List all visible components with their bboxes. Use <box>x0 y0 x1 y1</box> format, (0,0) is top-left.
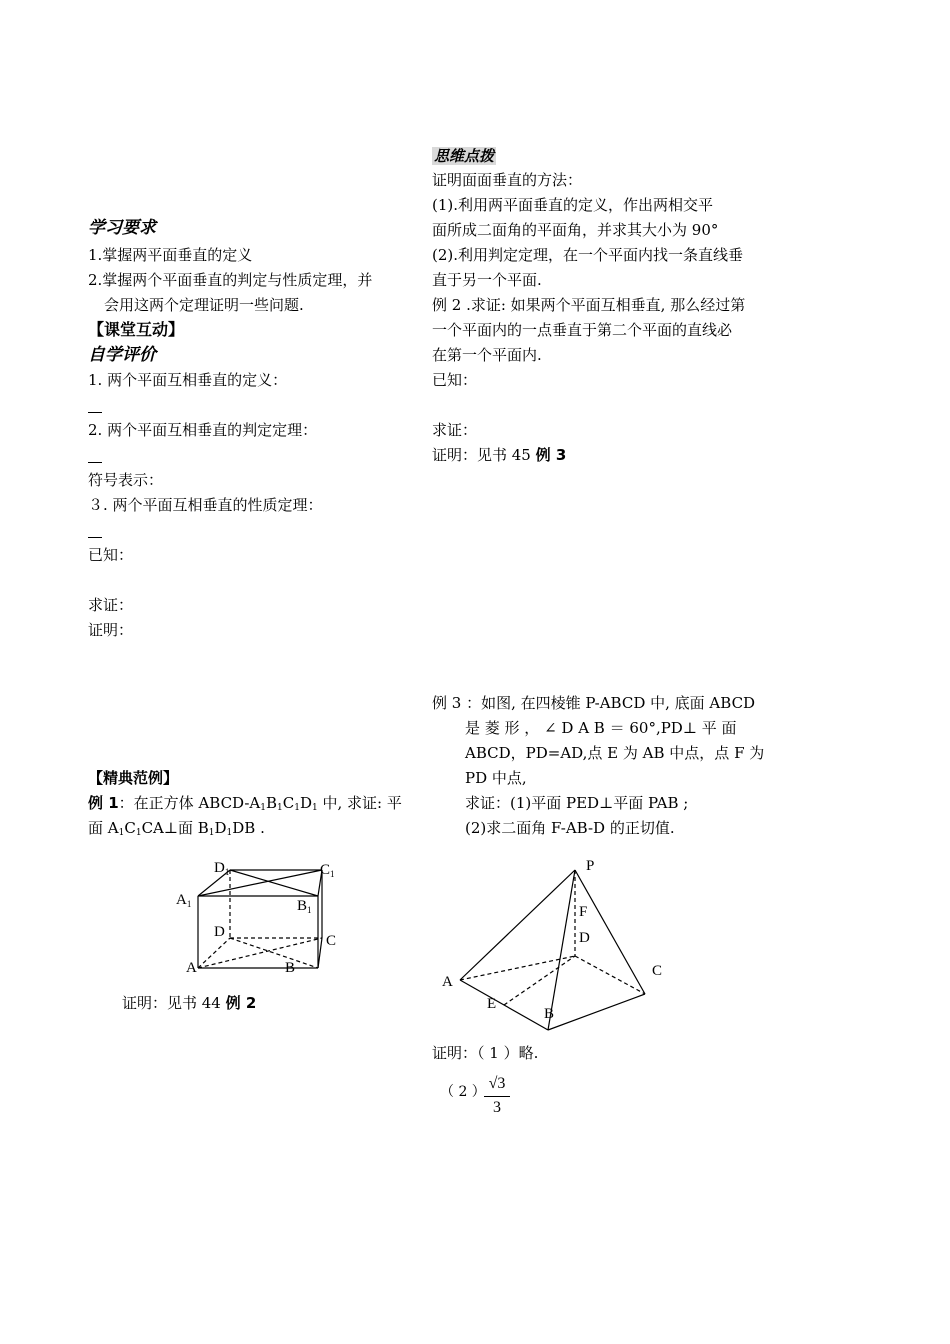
diag-bd-hidden <box>230 938 318 968</box>
example-2-line3: 在第一个平面内. <box>432 346 542 364</box>
example-2-known: 已知： <box>432 371 478 389</box>
example-2-proof-text: 证明：见书 45 <box>432 446 536 464</box>
study-requirements-title: 学习要求 <box>88 218 156 238</box>
label-D1: $D_1$ <box>214 860 230 877</box>
method-title: 证明面面垂直的方法： <box>432 171 583 189</box>
method-2-line2: 直于另一个平面. <box>432 271 542 289</box>
prove-label: 求证： <box>88 596 134 614</box>
example-3-line2: 是 菱 形 ， ∠ D A B ＝ 60°,PD⊥ 平 面 <box>465 719 737 737</box>
label-B: B <box>544 1006 555 1022</box>
example-3-line1: 例 3 ：如图, 在四棱锥 P-ABCD 中, 底面 ABCD <box>432 694 756 712</box>
requirement-2-line1: 2.掌握两个平面垂直的判定与性质定理，并 <box>88 271 373 289</box>
label-B: B <box>285 960 296 976</box>
example-3-answer-1: 证明：（ 1 ）略. <box>432 1044 539 1062</box>
method-1-line2: 面所成二面角的平面角，并求其大小为 90° <box>432 221 719 239</box>
example-2-proof <box>432 445 566 465</box>
symbol-notation: 符号表示： <box>88 471 164 489</box>
label-C: C <box>326 933 337 949</box>
self-evaluation-title: 自学评价 <box>88 345 156 365</box>
example-1-text: ：在正方体 ABCD-A <box>118 794 261 812</box>
example-3-answer-2-prefix: （ 2 ） <box>440 1084 486 1100</box>
example-1-label: 例 1 <box>88 794 119 812</box>
label-E: E <box>487 996 497 1012</box>
example-3-line3: ABCD，PD=AD,点 E 为 AB 中点，点 F 为 <box>465 744 765 762</box>
classroom-interaction-title: 【课堂互动】 <box>88 320 185 339</box>
requirement-1: 1.掌握两平面垂直的定义 <box>88 246 253 264</box>
label-A: A <box>186 960 197 976</box>
edge-bc <box>318 938 322 968</box>
answer-fraction <box>480 1074 514 1119</box>
known-label: 已知： <box>88 546 134 564</box>
example-1-proof <box>122 993 256 1013</box>
requirement-2-line2: 会用这两个定理证明一些问题. <box>104 296 304 314</box>
blank-line-2 <box>88 448 102 468</box>
question-3: ３. 两个平面互相垂直的性质定理： <box>88 496 323 514</box>
blank-line-3 <box>88 523 102 543</box>
example-3-line5: 求证：(1)平面 PED⊥平面 PAB ; <box>465 794 689 812</box>
example-2-prove: 求证： <box>432 421 478 439</box>
example-1-proof-text: 证明：见书 44 <box>122 994 226 1012</box>
label-A1: $A_1$ <box>176 892 192 909</box>
example-1-line1: 例 1：在正方体 ABCD-$A_1B_1C_1D_1$ 中, 求证: 平 <box>88 794 402 813</box>
question-2: 2. 两个平面互相垂直的判定定理： <box>88 421 318 439</box>
example-1-proof-ref: 例 2 <box>225 994 257 1012</box>
edge-bc <box>548 994 645 1030</box>
label-A: A <box>442 974 453 990</box>
edge-ad-hidden <box>198 938 230 968</box>
example-2-line1: 例 2 .求证: 如果两个平面互相垂直, 那么经过第 <box>432 296 746 314</box>
label-P: P <box>586 858 595 874</box>
segment-ed-hidden <box>504 956 575 1005</box>
thinking-tips-title: 思维点拨 <box>434 147 495 165</box>
label-F: F <box>579 904 588 920</box>
label-C1: $C_1$ <box>320 862 335 879</box>
examples-title: 【精典范例】 <box>88 769 179 787</box>
label-B1: $B_1$ <box>297 898 312 915</box>
example-3-line4: PD 中点, <box>465 769 527 787</box>
cube-figure <box>170 852 350 982</box>
example-3-line6: (2)求二面角 F-AB-D 的正切值. <box>465 819 675 837</box>
proof-label: 证明： <box>88 621 134 639</box>
example-1-line2: 面 $A_1C_1CA\perp$面 $B_1D_1DB$ . <box>88 819 265 838</box>
question-1: 1. 两个平面互相垂直的定义： <box>88 371 288 389</box>
example-1-text-2: 面 A <box>88 819 119 837</box>
fraction-numerator: √3 <box>488 1075 506 1092</box>
method-1-line1: (1).利用两平面垂直的定义，作出两相交平 <box>432 196 714 214</box>
edge-pa <box>460 870 575 980</box>
blank-line-1 <box>88 398 102 418</box>
example-2-line2: 一个平面内的一点垂直于第二个平面的直线必 <box>432 321 733 339</box>
label-C: C <box>652 963 663 979</box>
method-2-line1: (2).利用判定定理，在一个平面内找一条直线垂 <box>432 246 744 264</box>
example-2-proof-ref: 例 3 <box>535 446 567 464</box>
pyramid-figure <box>430 852 680 1037</box>
label-D: D <box>214 924 225 940</box>
fraction-denominator: 3 <box>493 1099 501 1116</box>
label-D: D <box>579 930 590 946</box>
